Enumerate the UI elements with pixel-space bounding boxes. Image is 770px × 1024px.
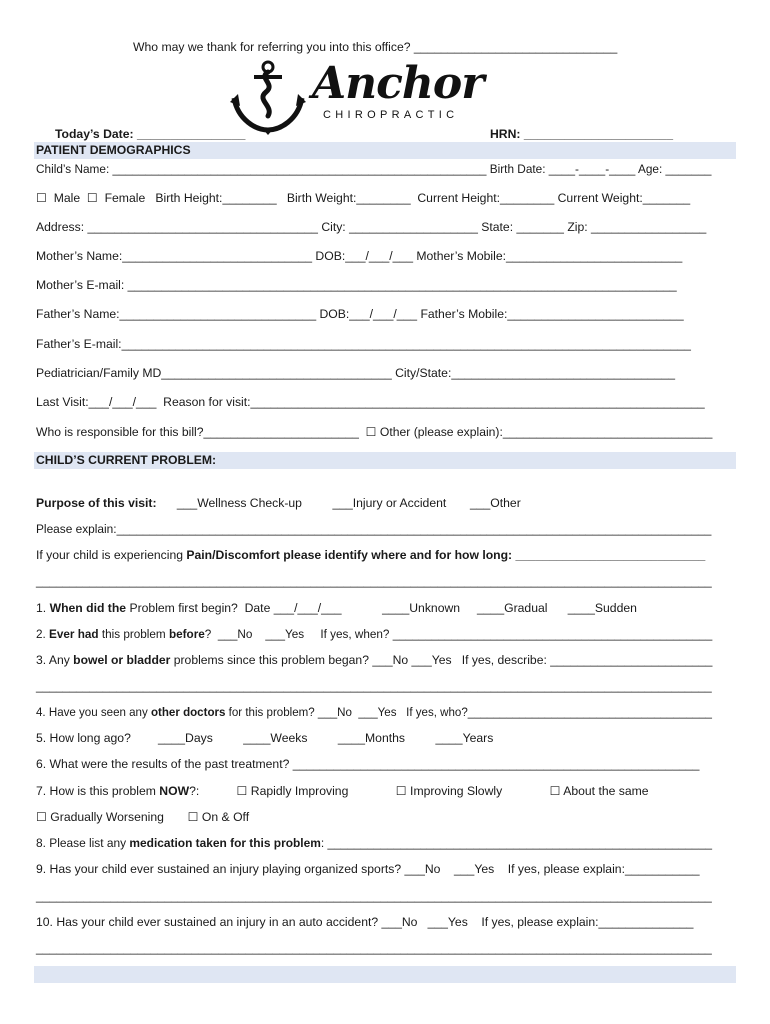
q7-text: 7. How is this problem	[36, 784, 160, 798]
question-4[interactable]	[36, 705, 712, 719]
purpose-label: Purpose of this visit:	[36, 496, 157, 510]
sex-measurements-row[interactable]: ☐ Male ☐ Female Birth Height:________ Birth Weight:________ Current Height:________ Current Weight:_______	[36, 191, 691, 205]
last-visit-row[interactable]: Last Visit:___/___/___ Reason for visit:___________________________________________________________________	[36, 395, 705, 409]
q2-rest[interactable]: ? ___No ___Yes If yes, when? _________________________________________________	[204, 627, 713, 641]
q2-text: this problem	[98, 627, 169, 641]
q4-bold: other doctors	[150, 705, 226, 719]
pain-text: If your child is experiencing	[36, 548, 187, 562]
question-7[interactable]	[36, 784, 649, 798]
father-row[interactable]: Father’s Name:_____________________________ DOB:___/___/___ Father’s Mobile:__________________________	[36, 307, 684, 321]
mother-row[interactable]: Mother’s Name:____________________________ DOB:___/___/___ Mother’s Mobile:__________________________	[36, 249, 683, 263]
purpose-options[interactable]: ___Wellness Check-up ___Injury or Accident ___Other	[156, 496, 521, 510]
father-email-row[interactable]: Father’s E-mail:____________________________________________________________________________________	[36, 337, 691, 351]
pain-bold[interactable]: Pain/Discomfort please identify where and for how long: ____________________________	[186, 548, 706, 562]
q7-options[interactable]: ?: ☐ Rapidly Improving ☐ Improving Slowly ☐ About the same	[189, 784, 649, 798]
question-6[interactable]: 6. What were the results of the past treatment? ____________________________________________________________	[36, 757, 700, 771]
section-title: CHILD’S CURRENT PROBLEM:	[36, 453, 217, 467]
q3-bold: bowel or bladder	[73, 653, 171, 667]
blank-line[interactable]: ____________________________________________________________________________________________________	[36, 889, 712, 903]
logo-subtitle: CHIROPRACTIC	[323, 109, 459, 121]
q4-rest[interactable]: for this problem? ___No ___Yes If yes, who?______________________________________	[225, 705, 712, 719]
mother-email-row[interactable]: Mother’s E-mail: _________________________________________________________________________________	[36, 278, 677, 292]
blank-line[interactable]: _____________________________________________________________________________________________________	[36, 574, 712, 588]
anchor-chiropractic-logo	[228, 58, 484, 136]
q4-text: 4. Have you seen any	[36, 705, 151, 719]
logo-wordmark: Anchor	[312, 58, 484, 109]
question-9[interactable]: 9. Has your child ever sustained an injury playing organized sports? ___No ___Yes If yes, please explain:___________	[36, 862, 700, 876]
pain-row[interactable]	[36, 548, 705, 562]
q2-number: 2.	[36, 627, 50, 641]
q3-text: 3. Any	[36, 653, 74, 667]
pediatrician-row[interactable]: Pediatrician/Family MD__________________________________ City/State:_________________________________	[36, 366, 676, 380]
hrn-field[interactable]: HRN: ______________________	[490, 127, 673, 141]
blank-line[interactable]: ____________________________________________________________________________________________________	[36, 941, 712, 955]
q8-rest[interactable]: : __________________________________________________________	[320, 836, 712, 850]
address-row[interactable]: Address: __________________________________ City: ___________________ State: _______ Zip: _________________	[36, 220, 707, 234]
q1-rest[interactable]: Problem first begin? Date ___/___/___ ____Unknown ____Gradual ____Sudden	[126, 601, 637, 615]
question-5[interactable]: 5. How long ago? ____Days ____Weeks ____Months ____Years	[36, 731, 494, 745]
question-1[interactable]	[36, 601, 637, 615]
q3-rest[interactable]: problems since this problem began? ___No ___Yes If yes, describe: ________________________	[170, 653, 713, 667]
referral-line: Who may we thank for referring you into this office? ______________________________	[133, 40, 618, 54]
anchor-icon	[228, 58, 312, 136]
current-problem-header	[34, 452, 736, 469]
patient-demographics-header	[34, 142, 736, 159]
section-title: PATIENT DEMOGRAPHICS	[36, 143, 191, 157]
q2-bold: Ever had	[49, 627, 99, 641]
q7-bold: NOW	[159, 784, 190, 798]
q1-bold: When did the	[49, 601, 127, 615]
footer-band	[34, 966, 736, 983]
billing-row[interactable]: Who is responsible for this bill?_______________________ ☐ Other (please explain):_______________________________	[36, 425, 713, 439]
question-3[interactable]	[36, 653, 712, 667]
question-10[interactable]: 10. Has your child ever sustained an injury in an auto accident? ___No ___Yes If yes, please explain:______________	[36, 915, 694, 929]
question-8[interactable]	[36, 836, 712, 850]
explain-row[interactable]: Please explain:__________________________________________________________________________________________	[36, 522, 712, 536]
question-7-options-2[interactable]: ☐ Gradually Worsening ☐ On & Off	[36, 810, 250, 824]
question-2[interactable]	[36, 627, 712, 641]
todays-date-field[interactable]: Today’s Date: ________________	[55, 127, 246, 141]
q8-text: 8. Please list any	[36, 836, 130, 850]
blank-line[interactable]: _____________________________________________________________________________________________________	[36, 679, 712, 693]
q8-bold: medication taken for this problem	[129, 836, 321, 850]
purpose-row[interactable]	[36, 496, 521, 510]
q1-number: 1.	[36, 601, 50, 615]
child-name-row[interactable]: Child’s Name: _________________________________________________________ Birth Date: ____-____-____ Age: _______	[36, 162, 712, 176]
q2-bold-2: before	[168, 627, 205, 641]
